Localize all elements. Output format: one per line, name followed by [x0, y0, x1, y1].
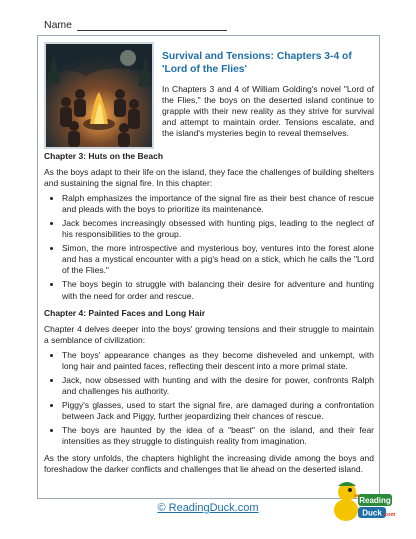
chapter4-lead: Chapter 4 delves deeper into the boys' growing tensions and their struggle to maintain a semblance of civilization: — [44, 323, 374, 345]
name-line — [77, 20, 227, 31]
name-row — [44, 19, 227, 31]
list-item: • Jack becomes increasingly obsessed with hunting pigs, leading to the neglect of his responsibilities to the group. — [62, 218, 374, 240]
svg-text:Reading: Reading — [359, 496, 391, 505]
chapter3-heading: Chapter 3: Huts on the Beach — [44, 151, 164, 161]
duck-logo-icon — [332, 470, 394, 526]
chapter3-lead: As the boys adapt to their life on the island, they face the challenges of building shelters and sustaining the signal fire. In this chapter: — [44, 167, 374, 189]
worksheet-body — [44, 151, 374, 479]
worksheet-title: Survival and Tensions: Chapters 3-4 of 'Lord of the Flies' — [162, 51, 352, 75]
intro-paragraph: In Chapters 3 and 4 of William Golding's novel "Lord of the Flies," the boys on the deserted island continue to grapple with their new reality as they strive for survival and attempt to maintain order. Tensions escalate, and the island's mysteries begin to reveal themselves. — [162, 84, 374, 139]
list-item: • The boys are haunted by the idea of a "beast" on the island, and their fear intensities as they struggle to distinguish reality from imagination. — [62, 425, 374, 447]
readingduck-link[interactable]: © ReadingDuck.com — [157, 502, 259, 514]
svg-text:Duck: Duck — [362, 508, 382, 518]
chapter4-list — [44, 350, 374, 447]
readingduck-logo — [332, 470, 394, 526]
campfire-image — [46, 44, 152, 147]
list-item: • The boys' appearance changes as they become disheveled and unkempt, with long hair and painted faces, reflecting their descent into a more primal state. — [62, 350, 374, 372]
chapter4-heading: Chapter 4: Painted Faces and Long Hair — [44, 307, 206, 318]
list-item: • Simon, the more introspective and mysterious boy, ventures into the forest alone and has a mystical encounter with a pig's head on a stick, which he calls the "Lord of the Flies." — [62, 243, 374, 276]
list-item: • The boys begin to struggle with balancing their desire for adventure and hunting with the need for order and rescue. — [62, 279, 374, 301]
name-label: Name — [44, 19, 73, 31]
closing-paragraph: As the story unfolds, the chapters highlight the increasing divide among the boys and foreshadow the darker conflicts and challenges that lie ahead on the deserted island. — [44, 453, 374, 475]
campfire-illustration — [44, 42, 154, 149]
list-item: • Ralph emphasizes the importance of the signal fire as their best chance of rescue and pleads with the boys to prioritize its maintenance. — [62, 193, 374, 215]
list-item: • Piggy's glasses, used to start the signal fire, are damaged during a confrontation between Jack and Piggy, further jeopardizing their chances of rescue. — [62, 400, 374, 422]
chapter3-list — [44, 193, 374, 301]
list-item: • Jack, now obsessed with hunting and with the desire for power, confronts Ralph and challenges his authority. — [62, 375, 374, 397]
svg-text:.com: .com — [382, 512, 396, 518]
